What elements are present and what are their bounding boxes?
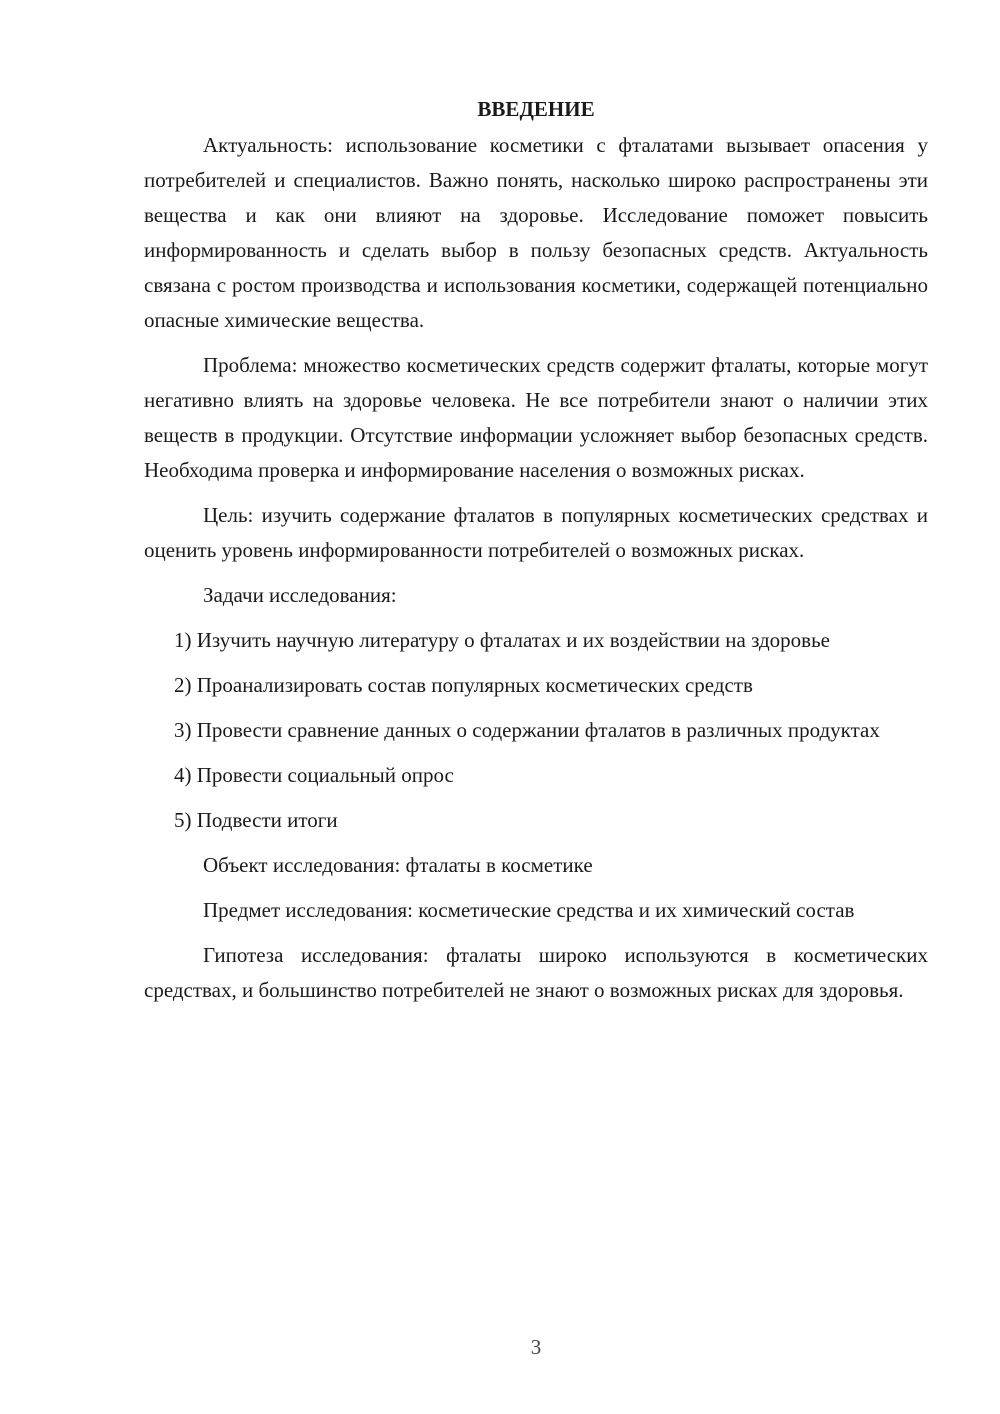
research-object-paragraph: Объект исследования: фталаты в косметике [203, 853, 593, 877]
problem-paragraph: Проблема: множество косметических средств содержит фталаты, которые могут негативно влиять на здоровье человека. Не все потребители знают о наличии этих веществ в продукции. Отсутствие информации усложняет выбор безопасных средств. Необходима проверка и информирование населения о возможных рисках. [144, 353, 928, 482]
task-item-3: 3) Провести сравнение данных о содержании фталатов в различных продуктах [174, 718, 880, 742]
research-subject-paragraph: Предмет исследования: косметические средства и их химический состав [203, 898, 855, 922]
task-item-5: 5) Подвести итоги [174, 808, 338, 832]
task-item-4: 4) Провести социальный опрос [174, 763, 454, 787]
page-content [144, 92, 928, 1018]
page-number: 3 [530, 1335, 542, 1359]
research-hypothesis-paragraph: Гипотеза исследования: фталаты широко используются в косметических средствах, и большинство потребителей не знают о возможных рисках для здоровья. [144, 943, 928, 1002]
task-item-1: 1) Изучить научную литературу о фталатах и их воздействии на здоровье [174, 628, 830, 652]
relevance-paragraph: Актуальность: использование косметики с фталатами вызывает опасения у потребителей и специалистов. Важно понять, насколько широко распространены эти вещества и как они влияют на здоровье. Исследование поможет повысить информированность и сделать выбор в пользу безопасных средств. Актуальность связана с ростом производства и использования косметики, содержащей потенциально опасные химические вещества. [144, 133, 928, 332]
task-item-2: 2) Проанализировать состав популярных косметических средств [174, 673, 753, 697]
section-heading: ВВЕДЕНИЕ [477, 97, 595, 121]
goal-paragraph: Цель: изучить содержание фталатов в популярных косметических средствах и оценить уровень информированности потребителей о возможных рисках. [144, 503, 928, 562]
tasks-title: Задачи исследования: [203, 583, 397, 607]
